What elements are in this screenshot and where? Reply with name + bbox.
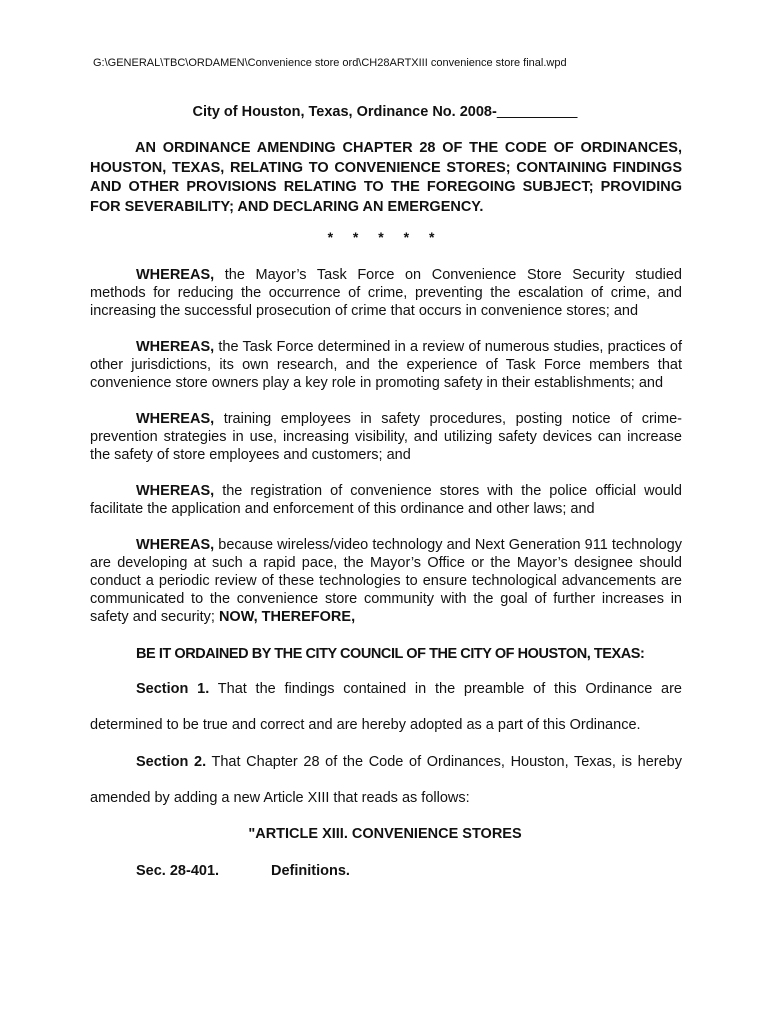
now-therefore-clause: NOW, THEREFORE,	[214, 609, 356, 625]
whereas-lead: WHEREAS,	[136, 483, 215, 499]
whereas-lead: WHEREAS,	[136, 339, 215, 355]
whereas-paragraph-2	[90, 338, 682, 392]
enacting-clause: BE IT ORDAINED BY THE CITY COUNCIL OF THE CITY OF HOUSTON, TEXAS:	[136, 646, 645, 662]
whereas-text: the Mayor’s Task Force on Convenience Store Security studied methods for reducing the occurrence of crime, preventing the escalation of crime, and increasing the successful prosecution of crime that occurs in convenience stores; and	[90, 267, 682, 319]
whereas-paragraph-3	[90, 410, 682, 464]
caption-rest: HOUSTON, TEXAS, RELATING TO CONVENIENCE STORES; CONTAINING FINDINGS AND OTHER PROVISIONS RELATING TO THE FOREGOING SUBJECT; PROVIDING FOR SEVERABILITY; AND DECLARING AN EMERGENCY.	[90, 159, 682, 215]
section-2-text: That Chapter 28 of the Code of Ordinances, Houston, Texas, is hereby	[206, 754, 682, 770]
caption-line-1: AN ORDINANCE AMENDING CHAPTER 28 OF THE CODE OF ORDINANCES,	[135, 140, 682, 156]
section-1-first-line	[136, 680, 682, 698]
whereas-paragraph-4	[90, 482, 682, 518]
sec-28-401-number: Sec. 28-401.	[136, 863, 220, 879]
section-2-label: Section 2.	[136, 754, 207, 770]
whereas-lead: WHEREAS,	[136, 537, 215, 553]
article-heading: "ARTICLE XIII. CONVENIENCE STORES	[248, 826, 522, 842]
sec-28-401-heading: Definitions.	[271, 863, 350, 879]
section-2-continuation: amended by adding a new Article XIII that reads as follows:	[90, 790, 470, 806]
file-path-header: G:\GENERAL\TBC\ORDAMEN\Convenience store ord\CH28ARTXIII convenience store final.wpd	[93, 57, 567, 69]
ordinance-caption	[90, 139, 682, 217]
section-1-continuation: determined to be true and correct and are hereby adopted as a part of this Ordinance.	[90, 717, 641, 733]
whereas-paragraph-1	[90, 266, 682, 320]
ordinance-title	[0, 103, 770, 121]
ordinance-title-text: City of Houston, Texas, Ordinance No. 2008-	[192, 104, 497, 120]
whereas-paragraph-5	[90, 536, 682, 626]
whereas-text: because wireless/video technology and Next Generation 911 technology are developing at such a rapid pace, the Mayor’s Office or the Mayor’s designee should conduct a periodic review of these technologies to ensure technological advancements are communicated to the convenience store community with the goal of further increases in safety and security;	[90, 537, 682, 625]
section-2-first-line	[136, 753, 682, 771]
section-1-label: Section 1.	[136, 681, 210, 697]
whereas-lead: WHEREAS,	[136, 411, 215, 427]
whereas-lead: WHEREAS,	[136, 267, 215, 283]
whereas-text: training employees in safety procedures, posting notice of crime-prevention strategies in use, increasing visibility, and utilizing safety devices can increase the safety of store employees and customers; and	[90, 411, 682, 463]
section-separator: * * * * *	[327, 229, 443, 245]
ordinance-number-blank: __________	[496, 104, 578, 120]
section-1-text: That the findings contained in the preamble of this Ordinance are	[209, 681, 682, 697]
whereas-text: the registration of convenience stores with the police official would facilitate the application and enforcement of this ordinance and other laws; and	[90, 483, 682, 517]
whereas-text: the Task Force determined in a review of numerous studies, practices of other jurisdictions, its own research, and the experience of Task Force members that convenience store owners play a key role in promoting safety in their establishments; and	[90, 339, 682, 391]
